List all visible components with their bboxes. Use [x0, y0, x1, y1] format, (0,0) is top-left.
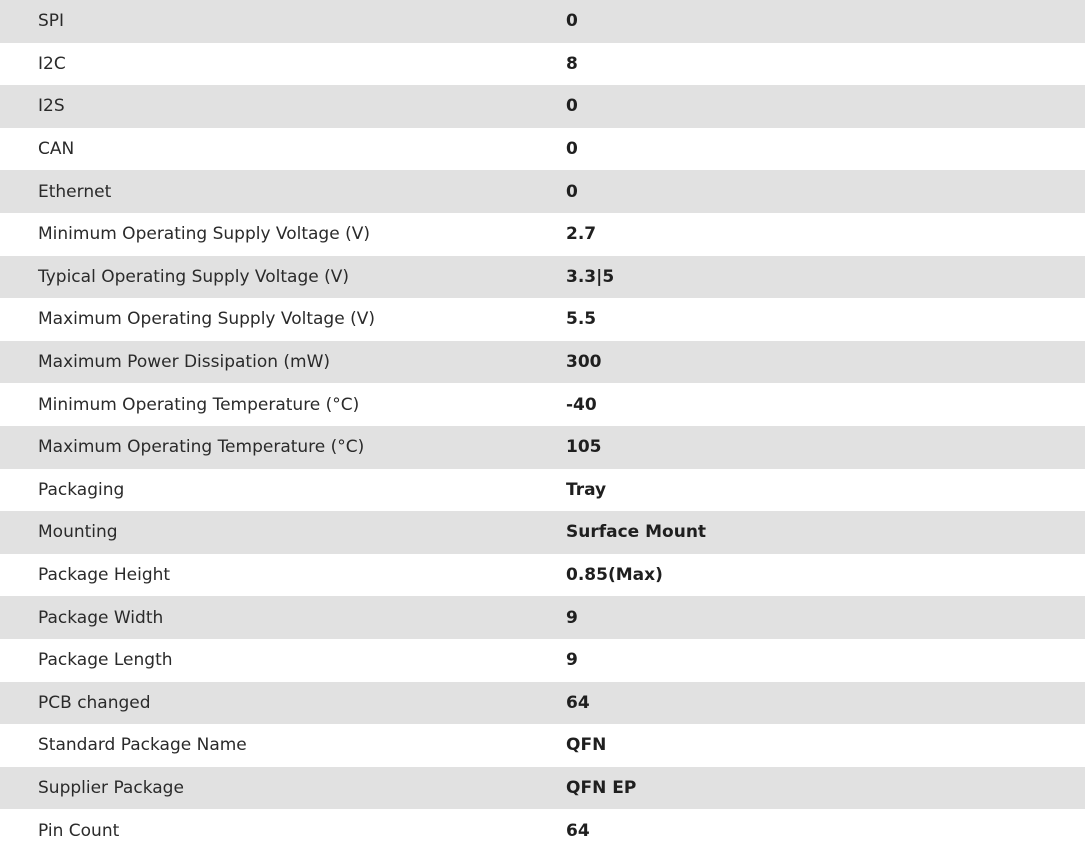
spec-value: QFN — [566, 735, 607, 756]
table-row — [0, 128, 1085, 171]
table-row — [0, 170, 1085, 213]
spec-value: 105 — [566, 437, 602, 458]
spec-value: Tray — [566, 479, 607, 500]
spec-label: Supplier Package — [38, 777, 184, 798]
spec-value: 64 — [566, 692, 590, 713]
spec-value: Surface Mount — [566, 522, 707, 543]
spec-value: 0 — [566, 181, 578, 202]
table-row — [0, 85, 1085, 128]
spec-label: Packaging — [38, 479, 125, 500]
table-row — [0, 426, 1085, 469]
spec-value: 64 — [566, 820, 590, 841]
spec-label: I2S — [38, 96, 65, 117]
spec-label: Package Length — [38, 650, 173, 671]
spec-label: I2C — [38, 53, 66, 74]
table-row — [0, 724, 1085, 767]
table-row — [0, 809, 1085, 852]
table-row — [0, 298, 1085, 341]
spec-label: PCB changed — [38, 692, 151, 713]
spec-label: Minimum Operating Supply Voltage (V) — [38, 224, 370, 245]
spec-label: Pin Count — [38, 820, 120, 841]
spec-value: 8 — [566, 53, 578, 74]
spec-value: 0.85(Max) — [566, 565, 663, 586]
spec-label: Maximum Power Dissipation (mW) — [38, 352, 331, 373]
table-row — [0, 213, 1085, 256]
table-row — [0, 383, 1085, 426]
table-row — [0, 767, 1085, 810]
spec-value: 3.3|5 — [566, 266, 615, 287]
spec-value: 2.7 — [566, 224, 597, 245]
table-row — [0, 341, 1085, 384]
spec-label: Mounting — [38, 522, 118, 543]
table-row — [0, 469, 1085, 512]
spec-label: SPI — [38, 11, 65, 32]
table-row — [0, 639, 1085, 682]
spec-label: Typical Operating Supply Voltage (V) — [38, 266, 349, 287]
spec-label: Package Height — [38, 565, 171, 586]
spec-value: 0 — [566, 96, 578, 117]
spec-value: 5.5 — [566, 309, 597, 330]
table-row — [0, 256, 1085, 299]
spec-value: 9 — [566, 607, 578, 628]
table-row — [0, 511, 1085, 554]
spec-value: -40 — [566, 394, 597, 415]
spec-label: Ethernet — [38, 181, 112, 202]
spec-value: 0 — [566, 11, 578, 32]
table-row — [0, 0, 1085, 43]
spec-label: CAN — [38, 139, 75, 160]
spec-value: 9 — [566, 650, 578, 671]
spec-label: Minimum Operating Temperature (°C) — [38, 394, 360, 415]
spec-value: QFN EP — [566, 777, 637, 798]
spec-label: Maximum Operating Supply Voltage (V) — [38, 309, 375, 330]
table-row — [0, 554, 1085, 597]
spec-value: 300 — [566, 352, 602, 373]
spec-label: Maximum Operating Temperature (°C) — [38, 437, 365, 458]
table-row — [0, 596, 1085, 639]
spec-label: Package Width — [38, 607, 164, 628]
spec-value: 0 — [566, 139, 578, 160]
table-row — [0, 43, 1085, 86]
spec-label: Standard Package Name — [38, 735, 247, 756]
table-row — [0, 682, 1085, 725]
